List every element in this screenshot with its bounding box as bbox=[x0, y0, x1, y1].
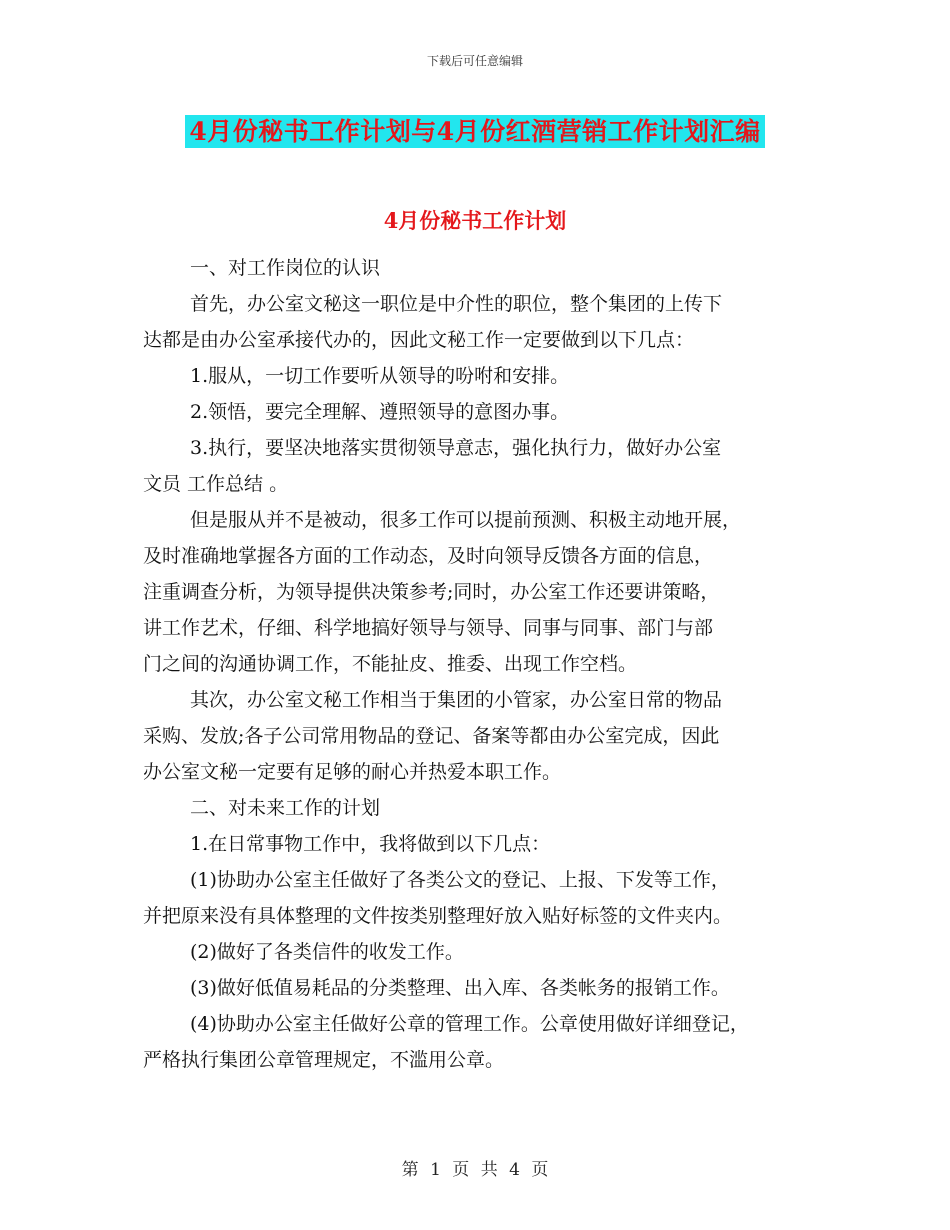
body-line: 1.在日常事物工作中，我将做到以下几点： bbox=[190, 833, 551, 855]
body-line: 文员 工作总结 。 bbox=[143, 473, 289, 495]
body-line: 但是服从并不是被动，很多工作可以提前预测、积极主动地开展， bbox=[190, 509, 742, 531]
body-line: 办公室文秘一定要有足够的耐心并热爱本职工作。 bbox=[143, 761, 562, 783]
body-line: 二、对未来工作的计划 bbox=[190, 797, 381, 819]
document-title bbox=[0, 112, 950, 148]
body-line: (2)做好了各类信件的收发工作。 bbox=[190, 941, 464, 963]
body-line: 2.领悟，要完全理解、遵照领导的意图办事。 bbox=[190, 401, 570, 423]
body-line: 其次，办公室文秘工作相当于集团的小管家，办公室日常的物品 bbox=[190, 689, 723, 711]
document-body bbox=[143, 250, 813, 1078]
body-line: 首先，办公室文秘这一职位是中介性的职位，整个集团的上传下 bbox=[190, 293, 723, 315]
body-line: 及时准确地掌握各方面的工作动态，及时向领导反馈各方面的信息， bbox=[143, 545, 714, 567]
body-line: (4)协助办公室主任做好公章的管理工作。公章使用做好详细登记， bbox=[190, 1013, 749, 1035]
body-line: 3.执行，要坚决地落实贯彻领导意志，强化执行力，做好办公室 bbox=[190, 437, 722, 459]
section-title: 4月份秘书工作计划 bbox=[383, 208, 567, 233]
body-line: 严格执行集团公章管理规定，不滥用公章。 bbox=[143, 1049, 505, 1071]
body-line: 1.服从，一切工作要听从领导的吩咐和安排。 bbox=[190, 365, 570, 387]
body-line: 门之间的沟通协调工作，不能扯皮、推委、出现工作空档。 bbox=[143, 653, 638, 675]
document-title-text: 4月份秘书工作计划与4月份红酒营销工作计划汇编 bbox=[185, 115, 764, 148]
body-line: 并把原来没有具体整理的文件按类别整理好放入贴好标签的文件夹内。 bbox=[143, 905, 733, 927]
header-note: 下载后可任意编辑 bbox=[426, 54, 523, 68]
body-line: (3)做好低值易耗品的分类整理、出入库、各类帐务的报销工作。 bbox=[190, 977, 730, 999]
body-line: 采购、发放;各子公司常用物品的登记、备案等都由办公室完成，因此 bbox=[143, 725, 720, 747]
body-line: 一、对工作岗位的认识 bbox=[190, 257, 381, 279]
body-line: 讲工作艺术，仔细、科学地搞好领导与领导、同事与同事、部门与部 bbox=[143, 617, 714, 639]
body-line: (1)协助办公室主任做好了各类公文的登记、上报、下发等工作， bbox=[190, 869, 730, 891]
body-line: 注重调查分析，为领导提供决策参考;同时，办公室工作还要讲策略， bbox=[143, 581, 720, 603]
body-line: 达都是由办公室承接代办的，因此文秘工作一定要做到以下几点： bbox=[143, 329, 695, 351]
page-footer: 第 1 页 共 4 页 bbox=[401, 1160, 549, 1180]
